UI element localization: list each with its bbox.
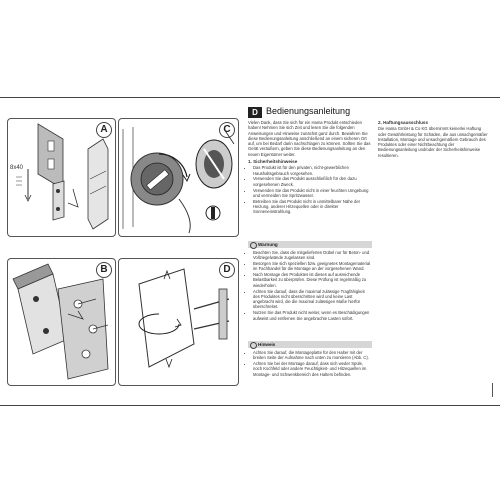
liability-heading: 2. Haftungsausschluss — [378, 120, 429, 125]
hint-icon — [250, 342, 257, 349]
figure-panel-d — [118, 258, 239, 386]
hint-column — [248, 350, 372, 377]
list-item: • Nutzen Sie das Produkt nicht weiter, wenn es Beschädigungen aufweist und entfernen Sie angebrachte Lasten sofort. — [253, 310, 372, 321]
hint-label: Hinweis — [258, 342, 276, 347]
list-item: • Besorgen Sie sich speziellen bzw. geeignetes Montagematerial im Fachhandel für die Montage an der vorgesehenen Wand. — [253, 261, 372, 272]
warning-column — [248, 250, 372, 321]
list-item: • Achten Sie darauf, dass die maximal zulässige Tragfähigkeit des Produktes nicht überschritten wird und keine Last angebracht wird, die die maximal zulässigen Maße hierfür überschreitet. — [253, 289, 372, 310]
panel-label-c: C — [219, 122, 235, 138]
page-edge-mark — [492, 383, 493, 397]
panel-label-a: A — [96, 122, 112, 138]
bracket-attach-illustration — [119, 119, 238, 236]
warning-label: Warnung — [258, 242, 278, 247]
intro-text: Vielen Dank, dass Sie sich für ein Hama Produkt entschieden haben! Nehmen Sie sich Zeit und lesen Sie die folgenden Anweisungen und Hinweise zunächst ganz durch. Bewahren Sie diese Bedienungsanleitung anschließend an einem sicheren Ort auf, um bei Bedarf darin nachschlagen zu können. Sollten Sie das Gerät veräußern, geben Sie diese Bedienungsanleitung an den neuen Eigentümer weiter. — [248, 120, 371, 157]
list-item: • Das Produkt ist für den privaten, nicht-gewerblichen Haushaltsgebrauch vorgesehen. — [253, 165, 372, 176]
list-item: • Achten Sie darauf, die Montageplatte für den Halter mit der breiten Seite der Aufnahme nach unten zu montieren (Abb. C). — [253, 350, 372, 361]
manual-title: Bedienungsanleitung — [266, 106, 351, 116]
panel-label-b: B — [96, 262, 112, 278]
warning-banner — [248, 241, 372, 248]
instructions-column — [248, 120, 372, 215]
language-badge: D — [248, 107, 262, 118]
wall-mount-illustration — [8, 119, 115, 236]
bottom-rule — [0, 405, 500, 406]
figure-panel-c — [118, 118, 239, 237]
liability-text: Die Hama GmbH & Co KG übernimmt keinerlei Haftung oder Gewährleistung für Schäden, die aus unsachgemäßer Installation, Montage und unsachgemäßem Gebrauch des Produktes oder einer Nichtbeachtung der Bedienungsanleitung und/oder der Sicherheitshinweise resultieren. — [378, 126, 488, 158]
liability-column — [378, 120, 490, 160]
screw-size-label: 8x40 — [10, 165, 24, 171]
list-item: • Verwenden Sie das Produkt ausschließlich für den dazu vorgesehenen Zweck. — [253, 176, 372, 187]
hint-list — [248, 350, 372, 377]
hint-banner — [248, 341, 372, 348]
tilt-swivel-illustration — [119, 259, 238, 385]
plate-screw-illustration — [8, 259, 115, 385]
list-item: • Betreiben Sie das Produkt nicht in unmittelbarer Nähe der Heizung, anderer Hitzequellen oder in direkter Sonneneinstrahlung. — [253, 199, 372, 215]
panel-label-d: D — [219, 262, 235, 278]
figure-panel-a — [7, 118, 116, 237]
top-rule — [0, 97, 500, 98]
safety-list — [248, 165, 372, 214]
list-item: • Nach Montage des Produktes ist dieses auf ausreichende Belastbarkeit zu überprüfen. Diese Prüfung ist regelmäßig zu wiederholen. — [253, 272, 372, 288]
figure-panel-b — [7, 258, 116, 386]
warning-list — [248, 250, 372, 321]
list-item: • Verwenden Sie das Produkt nicht in einer feuchten Umgebung und vermeiden Sie Spritzwasser. — [253, 188, 372, 199]
list-item: • Achten Sie bei der Montage darauf, dass sich weder Spüle, noch Kochfeld oder andere Feuchtigkeit- und Hitzequellen im Montage- und Schwenkbereich des Halters befinden. — [253, 361, 372, 377]
warning-icon — [250, 242, 257, 249]
safety-heading: 1. Sicherheitshinweise — [248, 159, 298, 165]
list-item: • Beachten Sie, dass die mitgelieferten Dübel nur für Beton- und Vollziegelwände zugelassen sind. — [253, 250, 372, 261]
